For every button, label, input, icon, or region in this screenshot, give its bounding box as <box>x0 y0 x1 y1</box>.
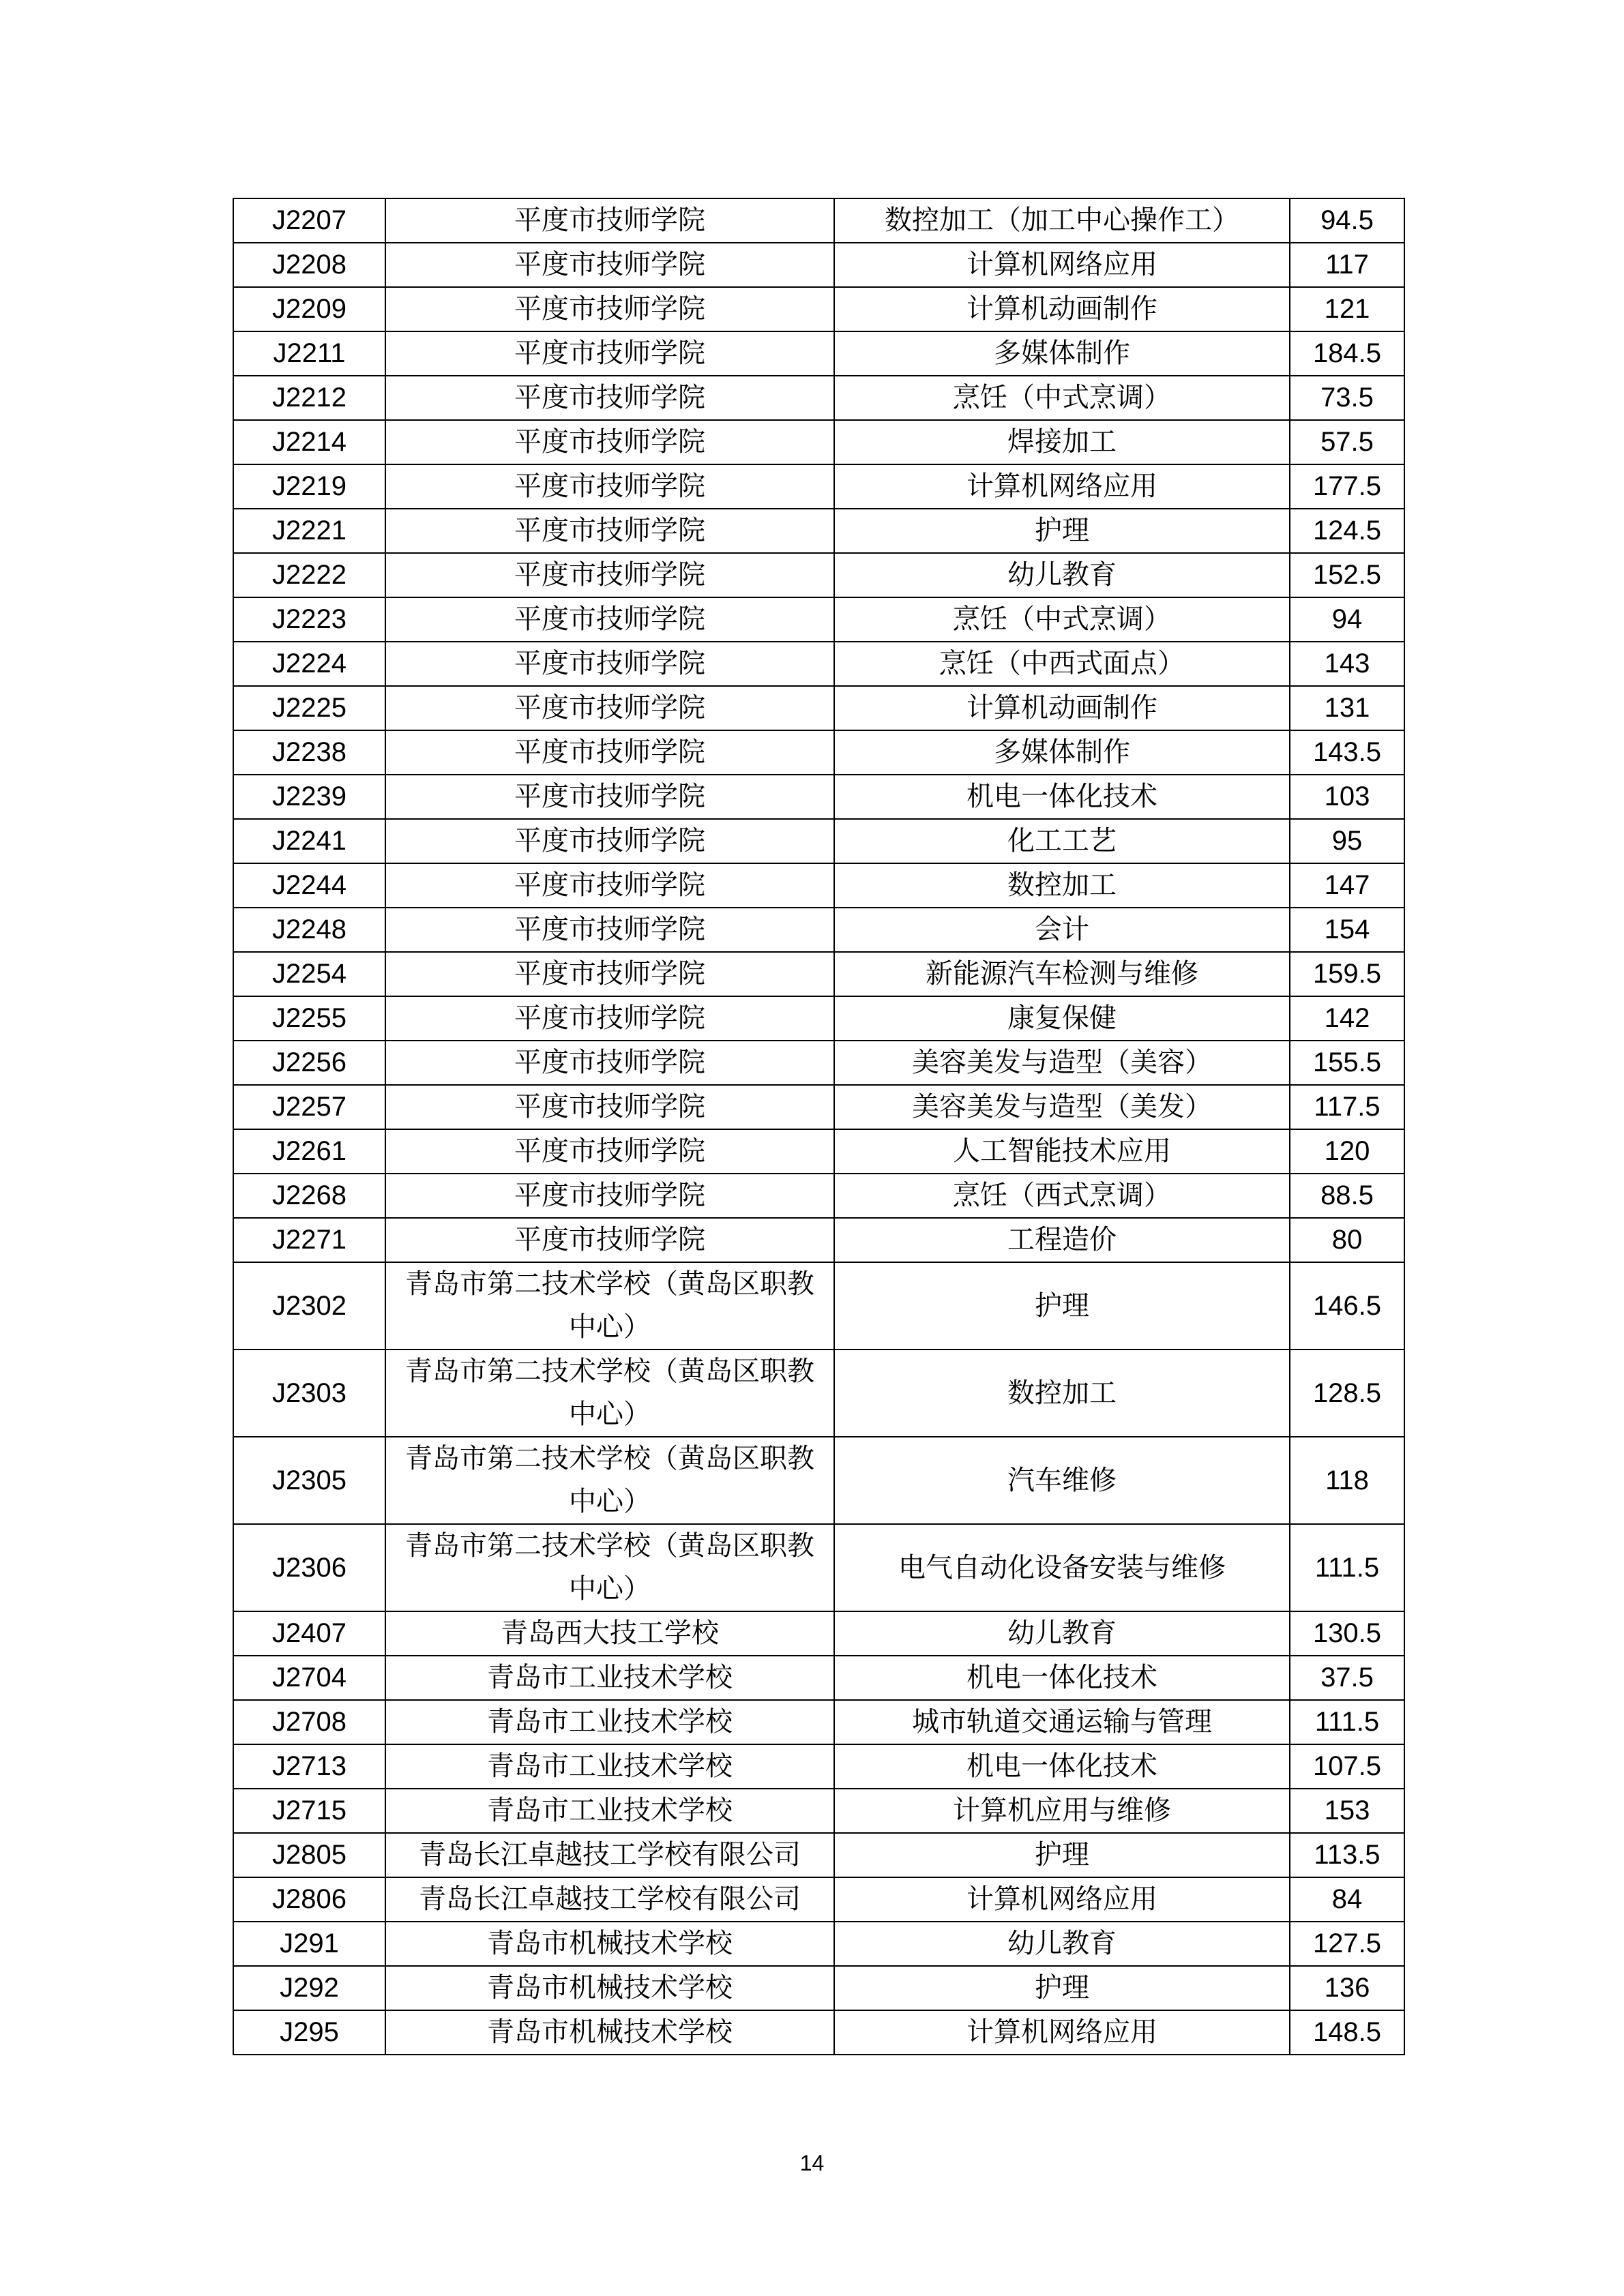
table-row <box>233 1789 1404 1833</box>
table-row <box>233 1700 1404 1744</box>
major-cell: 计算机应用与维修 <box>834 1789 1290 1833</box>
score-cell: 88.5 <box>1290 1174 1404 1218</box>
school-cell: 平度市技师学院 <box>385 775 834 819</box>
school-cell: 平度市技师学院 <box>385 686 834 730</box>
major-cell: 幼儿教育 <box>834 1611 1290 1656</box>
table-row <box>233 1656 1404 1700</box>
table-row <box>233 1350 1404 1437</box>
school-cell: 平度市技师学院 <box>385 1041 834 1085</box>
table-row <box>233 908 1404 952</box>
code-cell: J291 <box>233 1922 385 1966</box>
table-row <box>233 1611 1404 1656</box>
school-cell: 平度市技师学院 <box>385 1129 834 1174</box>
major-cell: 计算机网络应用 <box>834 2010 1290 2055</box>
table-row <box>233 2010 1404 2055</box>
score-cell: 37.5 <box>1290 1656 1404 1700</box>
code-cell: J2238 <box>233 730 385 775</box>
school-cell: 平度市技师学院 <box>385 331 834 376</box>
table-row <box>233 597 1404 642</box>
major-cell: 烹饪（中式烹调） <box>834 376 1290 420</box>
code-cell: J2223 <box>233 597 385 642</box>
major-cell: 烹饪（中式烹调） <box>834 597 1290 642</box>
code-cell: J2256 <box>233 1041 385 1085</box>
table-row <box>233 1966 1404 2010</box>
table-row <box>233 198 1404 243</box>
school-cell: 平度市技师学院 <box>385 464 834 509</box>
major-cell: 护理 <box>834 1262 1290 1350</box>
table-row <box>233 730 1404 775</box>
major-cell: 计算机网络应用 <box>834 464 1290 509</box>
major-cell: 计算机动画制作 <box>834 686 1290 730</box>
table-row <box>233 1524 1404 1611</box>
table-row <box>233 553 1404 597</box>
major-cell: 护理 <box>834 1833 1290 1877</box>
school-cell: 青岛市工业技术学校 <box>385 1656 834 1700</box>
school-cell: 青岛市第二技术学校（黄岛区职教中心） <box>385 1262 834 1350</box>
school-cell: 平度市技师学院 <box>385 287 834 331</box>
school-cell: 平度市技师学院 <box>385 642 834 686</box>
major-cell: 计算机网络应用 <box>834 1877 1290 1922</box>
score-cell: 136 <box>1290 1966 1404 2010</box>
code-cell: J2214 <box>233 420 385 464</box>
code-cell: J2261 <box>233 1129 385 1174</box>
score-cell: 184.5 <box>1290 331 1404 376</box>
table-row <box>233 509 1404 553</box>
code-cell: J2219 <box>233 464 385 509</box>
code-cell: J2257 <box>233 1085 385 1129</box>
score-cell: 124.5 <box>1290 509 1404 553</box>
school-cell: 青岛市工业技术学校 <box>385 1789 834 1833</box>
code-cell: J2239 <box>233 775 385 819</box>
school-cell: 平度市技师学院 <box>385 819 834 863</box>
major-cell: 焊接加工 <box>834 420 1290 464</box>
school-cell: 青岛西大技工学校 <box>385 1611 834 1656</box>
major-cell: 化工工艺 <box>834 819 1290 863</box>
score-cell: 111.5 <box>1290 1700 1404 1744</box>
school-cell: 平度市技师学院 <box>385 597 834 642</box>
table-row <box>233 376 1404 420</box>
school-cell: 青岛市机械技术学校 <box>385 2010 834 2055</box>
school-cell: 平度市技师学院 <box>385 376 834 420</box>
school-cell: 平度市技师学院 <box>385 553 834 597</box>
major-cell: 美容美发与造型（美发） <box>834 1085 1290 1129</box>
code-cell: J2305 <box>233 1437 385 1524</box>
score-cell: 117 <box>1290 243 1404 287</box>
code-cell: J2212 <box>233 376 385 420</box>
score-cell: 152.5 <box>1290 553 1404 597</box>
school-cell: 青岛市工业技术学校 <box>385 1744 834 1789</box>
table-row <box>233 331 1404 376</box>
school-cell: 青岛市第二技术学校（黄岛区职教中心） <box>385 1524 834 1611</box>
school-cell: 青岛长江卓越技工学校有限公司 <box>385 1877 834 1922</box>
school-cell: 平度市技师学院 <box>385 730 834 775</box>
code-cell: J2211 <box>233 331 385 376</box>
score-cell: 120 <box>1290 1129 1404 1174</box>
score-cell: 142 <box>1290 996 1404 1041</box>
table-row <box>233 1129 1404 1174</box>
table-row <box>233 1437 1404 1524</box>
score-cell: 94 <box>1290 597 1404 642</box>
school-cell: 青岛长江卓越技工学校有限公司 <box>385 1833 834 1877</box>
page-number: 14 <box>799 2151 825 2175</box>
major-cell: 机电一体化技术 <box>834 1656 1290 1700</box>
school-cell: 青岛市机械技术学校 <box>385 1922 834 1966</box>
code-cell: J2407 <box>233 1611 385 1656</box>
major-cell: 电气自动化设备安装与维修 <box>834 1524 1290 1611</box>
score-cell: 155.5 <box>1290 1041 1404 1085</box>
score-cell: 131 <box>1290 686 1404 730</box>
table-row <box>233 686 1404 730</box>
major-cell: 计算机动画制作 <box>834 287 1290 331</box>
major-cell: 城市轨道交通运输与管理 <box>834 1700 1290 1744</box>
admission-score-table <box>233 198 1405 2055</box>
major-cell: 康复保健 <box>834 996 1290 1041</box>
score-cell: 117.5 <box>1290 1085 1404 1129</box>
table-row <box>233 1744 1404 1789</box>
code-cell: J2222 <box>233 553 385 597</box>
school-cell: 青岛市工业技术学校 <box>385 1700 834 1744</box>
table-row <box>233 1218 1404 1262</box>
code-cell: J2254 <box>233 952 385 996</box>
score-cell: 154 <box>1290 908 1404 952</box>
code-cell: J2713 <box>233 1744 385 1789</box>
score-cell: 103 <box>1290 775 1404 819</box>
table-row <box>233 952 1404 996</box>
code-cell: J2255 <box>233 996 385 1041</box>
score-cell: 84 <box>1290 1877 1404 1922</box>
code-cell: J2715 <box>233 1789 385 1833</box>
table-row <box>233 819 1404 863</box>
school-cell: 平度市技师学院 <box>385 1218 834 1262</box>
school-cell: 平度市技师学院 <box>385 509 834 553</box>
major-cell: 汽车维修 <box>834 1437 1290 1524</box>
table-row <box>233 464 1404 509</box>
code-cell: J2241 <box>233 819 385 863</box>
school-cell: 青岛市第二技术学校（黄岛区职教中心） <box>385 1437 834 1524</box>
score-cell: 177.5 <box>1290 464 1404 509</box>
table-row <box>233 243 1404 287</box>
table-row <box>233 863 1404 908</box>
score-cell: 80 <box>1290 1218 1404 1262</box>
major-cell: 机电一体化技术 <box>834 1744 1290 1789</box>
code-cell: J2302 <box>233 1262 385 1350</box>
table-body <box>233 198 1404 2055</box>
code-cell: J2271 <box>233 1218 385 1262</box>
school-cell: 平度市技师学院 <box>385 863 834 908</box>
score-cell: 107.5 <box>1290 1744 1404 1789</box>
code-cell: J2805 <box>233 1833 385 1877</box>
school-cell: 平度市技师学院 <box>385 243 834 287</box>
school-cell: 平度市技师学院 <box>385 420 834 464</box>
school-cell: 平度市技师学院 <box>385 198 834 243</box>
school-cell: 平度市技师学院 <box>385 1174 834 1218</box>
score-cell: 143.5 <box>1290 730 1404 775</box>
table-row <box>233 1922 1404 1966</box>
code-cell: J2225 <box>233 686 385 730</box>
major-cell: 数控加工（加工中心操作工） <box>834 198 1290 243</box>
major-cell: 计算机网络应用 <box>834 243 1290 287</box>
major-cell: 机电一体化技术 <box>834 775 1290 819</box>
school-cell: 青岛市机械技术学校 <box>385 1966 834 2010</box>
code-cell: J2303 <box>233 1350 385 1437</box>
major-cell: 会计 <box>834 908 1290 952</box>
code-cell: J2209 <box>233 287 385 331</box>
school-cell: 青岛市第二技术学校（黄岛区职教中心） <box>385 1350 834 1437</box>
code-cell: J2207 <box>233 198 385 243</box>
school-cell: 平度市技师学院 <box>385 952 834 996</box>
major-cell: 护理 <box>834 1966 1290 2010</box>
school-cell: 平度市技师学院 <box>385 996 834 1041</box>
table-row <box>233 1833 1404 1877</box>
score-cell: 73.5 <box>1290 376 1404 420</box>
major-cell: 多媒体制作 <box>834 331 1290 376</box>
major-cell: 幼儿教育 <box>834 553 1290 597</box>
table-row <box>233 1877 1404 1922</box>
score-cell: 121 <box>1290 287 1404 331</box>
table-row <box>233 420 1404 464</box>
major-cell: 新能源汽车检测与维修 <box>834 952 1290 996</box>
school-cell: 平度市技师学院 <box>385 1085 834 1129</box>
code-cell: J2221 <box>233 509 385 553</box>
table-row <box>233 1085 1404 1129</box>
school-cell: 平度市技师学院 <box>385 908 834 952</box>
score-cell: 147 <box>1290 863 1404 908</box>
score-cell: 153 <box>1290 1789 1404 1833</box>
code-cell: J2306 <box>233 1524 385 1611</box>
score-cell: 127.5 <box>1290 1922 1404 1966</box>
code-cell: J2224 <box>233 642 385 686</box>
code-cell: J2806 <box>233 1877 385 1922</box>
major-cell: 多媒体制作 <box>834 730 1290 775</box>
table-row <box>233 1041 1404 1085</box>
code-cell: J2704 <box>233 1656 385 1700</box>
score-cell: 159.5 <box>1290 952 1404 996</box>
major-cell: 烹饪（中西式面点） <box>834 642 1290 686</box>
score-cell: 57.5 <box>1290 420 1404 464</box>
score-cell: 95 <box>1290 819 1404 863</box>
table-row <box>233 1174 1404 1218</box>
code-cell: J2248 <box>233 908 385 952</box>
table-row <box>233 1262 1404 1350</box>
table-row <box>233 642 1404 686</box>
major-cell: 护理 <box>834 509 1290 553</box>
score-cell: 146.5 <box>1290 1262 1404 1350</box>
score-cell: 130.5 <box>1290 1611 1404 1656</box>
code-cell: J2208 <box>233 243 385 287</box>
table-row <box>233 996 1404 1041</box>
major-cell: 烹饪（西式烹调） <box>834 1174 1290 1218</box>
code-cell: J292 <box>233 1966 385 2010</box>
score-cell: 143 <box>1290 642 1404 686</box>
code-cell: J2708 <box>233 1700 385 1744</box>
code-cell: J2244 <box>233 863 385 908</box>
score-cell: 113.5 <box>1290 1833 1404 1877</box>
code-cell: J295 <box>233 2010 385 2055</box>
table-row <box>233 287 1404 331</box>
major-cell: 人工智能技术应用 <box>834 1129 1290 1174</box>
code-cell: J2268 <box>233 1174 385 1218</box>
score-cell: 128.5 <box>1290 1350 1404 1437</box>
major-cell: 工程造价 <box>834 1218 1290 1262</box>
score-cell: 118 <box>1290 1437 1404 1524</box>
major-cell: 美容美发与造型（美容） <box>834 1041 1290 1085</box>
major-cell: 数控加工 <box>834 863 1290 908</box>
score-cell: 148.5 <box>1290 2010 1404 2055</box>
major-cell: 数控加工 <box>834 1350 1290 1437</box>
score-cell: 94.5 <box>1290 198 1404 243</box>
score-cell: 111.5 <box>1290 1524 1404 1611</box>
table-row <box>233 775 1404 819</box>
major-cell: 幼儿教育 <box>834 1922 1290 1966</box>
